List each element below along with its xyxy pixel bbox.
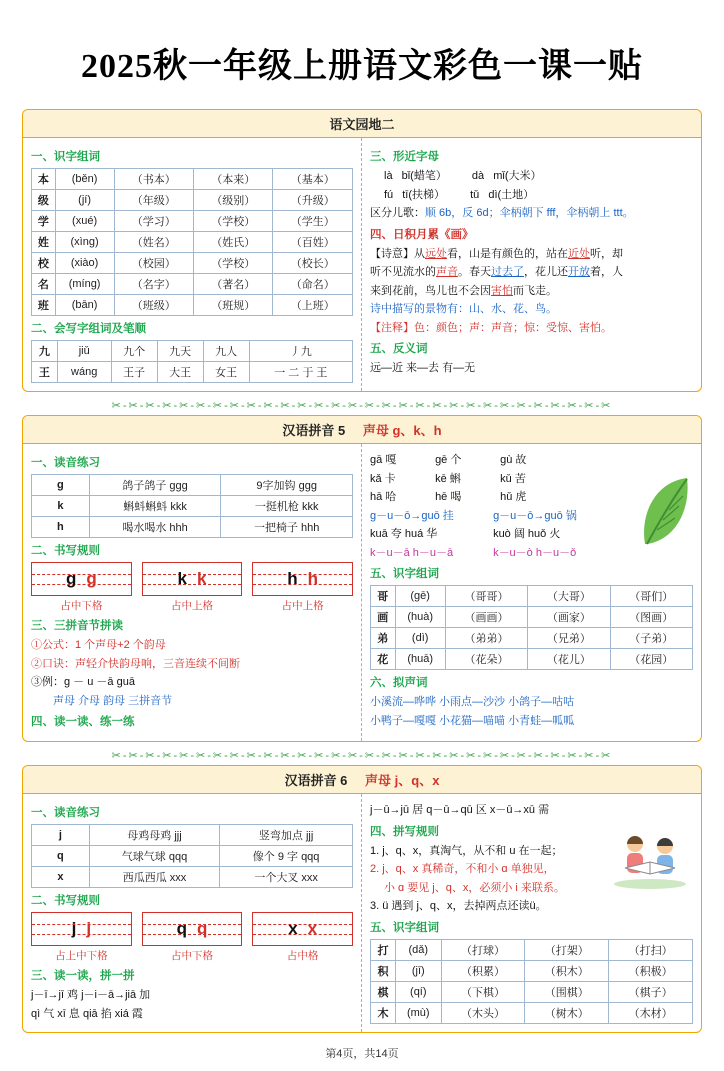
syllable-row [370,489,693,506]
cell-char: 王 [32,362,58,383]
syllable: gē 个 [435,454,462,466]
cell-letter: g [32,475,90,496]
table-row [32,867,353,888]
cell-word: （打球） [441,939,525,960]
poem-text: 听不见流水的 [370,266,436,278]
song-text: 顺 6b，反 6d；伞柄朝下 fff，伞柄朝上 ttt。 [425,207,634,219]
table-row [32,341,353,362]
table-row [371,981,693,1002]
poem-meaning-line [370,264,693,281]
card-header [23,766,701,794]
writing-cell [142,912,243,946]
cell-letter: j [32,825,90,846]
cell-pinyin: (xiào) [55,253,114,274]
cell-word: （画画） [445,607,527,628]
cell-word: 女王 [203,362,249,383]
section-title-shuxieguize: 二、书写规则 [31,545,100,557]
cell-pinyin: (jī) [395,960,441,981]
poem-underline: 声音 [436,266,458,278]
writing-cell [252,562,353,596]
syllable: gā 嘎 [370,454,397,466]
cell-word: （学校） [193,211,272,232]
syllable: kē 蝌 [435,472,461,485]
card2-left-column [23,444,362,741]
cell-pinyin: (xìng) [55,232,114,253]
antonyms-line: 远—近 来—去 有—无 [370,362,476,374]
three-spell-left: kuā 夸 huá 华 [370,528,438,540]
syllable-row [370,452,693,469]
cell-letter: k [32,496,90,517]
cell-pinyin: (běn) [55,169,114,190]
cell-char: 校 [32,253,56,274]
syllable: hǔ 虎 [500,491,527,503]
card3-right-column [362,794,701,1032]
cell-char: 棋 [371,981,396,1002]
poem-text: 听，却 [590,247,623,260]
cell-word: （班级） [114,295,193,316]
rule-text: 1. j、q、x，真淘气，从不和 u 在一起； [370,844,563,857]
poem-meaning-line [370,246,693,263]
writing-label: 占中上格 [171,600,213,612]
cell-mnemonic: 9字加钩 ggg [221,475,353,496]
cell-word: （木材） [609,1002,693,1023]
table-row [32,846,353,867]
writing-letter-red: h [307,569,319,588]
cell-pinyin: jiǔ [57,341,111,362]
cell-char: 哥 [371,586,396,607]
top-spell-line: j－ū→jū 居 q－ū→qū 区 x－ū→xū 需 [370,804,550,816]
section-title-shizizuci-2: 五、识字组词 [370,568,439,580]
cell-mnemonic: 气球气球 qqq [89,846,219,867]
writing-labels-row [31,948,353,963]
poem-text: 来到花前，鸟儿也不会因 [370,284,491,297]
pinyin-a: fú [384,188,394,201]
page-title: 2025秋一年级上册语文彩色一课一贴 [81,48,643,85]
cell-word: （图画） [610,607,692,628]
writing-cell [31,912,132,946]
table-row [371,607,693,628]
cell-word: （下棋） [441,981,525,1002]
section-title-fanyici: 五、反义词 [370,343,428,355]
poem-underline: 过去了 [491,266,524,278]
table-row [32,190,353,211]
card-subtitle: 声母 j、q、x [365,773,440,788]
section-title-shizizuci: 一、识字组词 [31,151,100,163]
writing-label: 占上中下格 [55,950,108,962]
cell-word: （弟弟） [445,628,527,649]
cell-mnemonic: 母鸡母鸡 jjj [89,825,219,846]
table-row [32,475,353,496]
writing-letter: g [65,569,77,588]
poem-underline: 远处 [425,247,447,260]
writing-letter-red: j [86,919,92,938]
syllable: hē 喝 [435,491,462,503]
cell-word: （上班） [273,295,353,316]
rule-item: ①公式：1 个声母+2 个韵母 [31,639,166,651]
cell-char: 级 [32,190,56,211]
cell-word: （打架） [525,939,609,960]
cell-char: 九 [32,341,58,362]
card-yuwenyuandi-2 [22,109,702,392]
section-title-shizizuci-3: 五、识字组词 [370,921,439,934]
poem-text: 【诗意】从 [370,247,425,260]
card-title: 语文园地二 [329,117,395,132]
cell-char: 名 [32,274,56,295]
cell-word: （画家） [528,607,610,628]
onomatopoeia-line: 小鸭子—嘎嘎 小花猫—喵喵 小青蛙—呱呱 [370,714,575,727]
syllable: gù 故 [500,454,527,466]
syllable: kǎ 卡 [370,472,396,485]
three-spell-row [370,526,693,543]
cell-word: （打扫） [609,939,693,960]
writing-letter: j [71,919,77,938]
pinyin-b: dà [471,170,485,182]
writing-letter-red: x [307,919,318,938]
onomatopoeia-line: 小溪流—哗哗 小雨点—沙沙 小鸽子—咕咕 [370,696,575,708]
table-row [371,939,693,960]
cell-char: 打 [371,939,396,960]
rule-item: ②口诀：声轻介快韵母响，三音连续不间断 [31,657,240,670]
card-pinyin-6 [22,765,702,1033]
table-row [371,960,693,981]
table-row [371,649,693,670]
pinyin-a: là [384,170,393,182]
card-title: 汉语拼音 6 [284,773,348,788]
cell-pinyin: (huā) [395,649,445,670]
table-row [32,362,353,383]
writing-letter-red: g [86,569,97,588]
cell-pinyin: (jí) [55,190,114,211]
section-title-nishengci: 六、拟声词 [370,677,428,689]
writing-practice-row [31,912,353,946]
writing-label: 占中上格 [281,600,324,612]
cell-char: 本 [32,169,56,190]
writing-letter-red: q [197,919,208,938]
cell-word: （年级） [114,190,193,211]
cell-word: （树木） [525,1002,609,1023]
cell-char: 花 [371,649,396,670]
cell-word: （命名） [273,274,353,295]
cell-char: 弟 [371,628,396,649]
section-title-duyidu: 四、读一读、练一练 [31,716,135,728]
cell-stroke-order: 一 二 于 王 [249,362,352,383]
writing-practice-row [31,562,353,596]
poem-meaning-line [370,283,693,300]
section-title-duyinlianxi-2: 一、读音练习 [31,807,100,819]
xingjin-pair-row [370,168,693,185]
table-row [32,295,353,316]
cell-pinyin: (gē) [395,586,445,607]
cell-mnemonic: 像个 9 字 qqq [220,846,353,867]
spell-line: qì 气 xī 息 qiā 掐 xiá 霞 [31,1007,143,1020]
cell-word: （校长） [273,253,353,274]
cell-word: （子弟） [610,628,692,649]
writing-letter-red: k [197,569,207,588]
section-title-duyidu-pinyipin: 三、读一读，拼一拼 [31,970,135,982]
writing-label: 占中格 [286,950,319,962]
section-title-pinxieguize: 四、拼写规则 [370,825,439,838]
poem-text: 看，山是有颜色的，站在 [447,247,568,260]
writing-label: 占中下格 [60,600,103,612]
section-title-xingjinzimu: 三、形近字母 [370,151,439,163]
scissor-divider: ✂-✂-✂-✂-✂-✂-✂-✂-✂-✂-✂-✂-✂-✂-✂-✂-✂-✂-✂-✂-✂-✂-✂-✂-✂-✂-✂-✂-✂-✂ [111,749,613,762]
cell-pinyin: wáng [57,362,111,383]
cell-word: （棋子） [609,981,693,1002]
cell-char: 学 [32,211,56,232]
three-spell-left: k－u－ā h－u－ā [370,546,454,559]
cell-word: （积累） [441,960,525,981]
rule-text: 3. ü 遇到 j、q、x，去掉两点还读ü。 [370,900,547,912]
table-row [371,586,693,607]
card1-left-column [23,138,362,391]
cell-word: （花朵） [445,649,527,670]
table-shizi-zuci [31,168,353,316]
cell-char: 木 [371,1002,396,1023]
card-header [23,110,701,138]
poem-objects: 诗中描写的景物有：山、水、花、鸟。 [370,303,557,315]
cell-pinyin: (huà) [395,607,445,628]
section-title-sanpinyinjie: 三、三拼音节拼读 [31,620,123,632]
cell-pinyin: (míng) [55,274,114,295]
page-footer: 第4页，共14页 [325,1048,399,1060]
table-huixiezi-bishun [31,340,353,383]
cell-word: （基本） [273,169,353,190]
card-pinyin-5 [22,415,702,742]
cell-word: （校园） [114,253,193,274]
three-spell-right: k－u－ò h－u－ǒ [493,546,577,559]
cell-word: （著名） [193,274,272,295]
cell-pinyin: (bān) [55,295,114,316]
table-shizi-zuci-3 [370,939,693,1024]
writing-cell [252,912,353,946]
cell-word: （百姓） [273,232,353,253]
cell-word: （班规） [193,295,272,316]
three-spell-row [370,545,693,562]
section-title-shuxieguize-2: 二、书写规则 [31,895,100,907]
song-line [370,205,693,222]
table-duyin-lianxi [31,474,353,538]
cell-char: 画 [371,607,396,628]
cell-word: 九天 [157,341,203,362]
card2-right-column [362,444,701,741]
three-spell-right: kuò 阔 huǒ 火 [493,528,561,540]
cell-word: （哥们） [610,586,692,607]
cell-word: 九个 [111,341,157,362]
writing-cell [142,562,243,596]
cell-mnemonic: 一把椅子 hhh [221,517,353,538]
poem-underline: 害怕 [491,284,513,297]
table-row [32,517,353,538]
table-row [32,211,353,232]
cell-char: 积 [371,960,396,981]
poem-text: 着，人 [590,266,623,278]
cell-mnemonic: 一挺机枪 kkk [221,496,353,517]
cell-pinyin: (dì) [395,628,445,649]
cell-word: （姓氏） [193,232,272,253]
rule-item: ③例：g － u －ā guā [31,676,135,688]
writing-letter: k [177,569,187,588]
three-spell-right: g－u－ō→guō 锅 [493,509,577,522]
cell-word: （学生） [273,211,353,232]
cell-word: （兄弟） [528,628,610,649]
cell-pinyin: (qí) [395,981,441,1002]
cell-char: 班 [32,295,56,316]
word-b: mǐ(大米） [493,170,542,182]
cell-mnemonic: 竖弯加点 jjj [220,825,353,846]
writing-letter: x [288,919,298,938]
cell-word: （哥哥） [445,586,527,607]
rule-line [370,843,693,860]
poem-notes-text: 【注释】色：颜色；声：声音；惊：受惊、害怕。 [370,321,612,334]
cell-word: （本来） [193,169,272,190]
table-row [32,825,353,846]
cell-word: （围棋） [525,981,609,1002]
cell-word: （大哥） [528,586,610,607]
cell-word: （花园） [610,649,692,670]
syllable-row [370,471,693,488]
cell-pinyin: (dǎ) [395,939,441,960]
cell-word: （姓名） [114,232,193,253]
writing-labels-row [31,598,353,613]
card3-left-column [23,794,362,1032]
cell-word: （学习） [114,211,193,232]
cell-letter: x [32,867,90,888]
word-a: tī(扶梯） [402,188,446,201]
spell-line: j－ī→jī 鸡 j－i－ā→jiā 加 [31,989,151,1001]
poem-text: 而飞走。 [513,284,557,297]
document-page [0,38,724,1071]
word-b: dì(土地） [488,188,535,201]
table-duyin-lianxi-2 [31,824,353,888]
table-row [371,628,693,649]
cell-mnemonic: 蝌蚪蝌蚪 kkk [89,496,221,517]
writing-letter: q [176,919,187,938]
cell-pinyin: (xué) [55,211,114,232]
rule-example-labels: 声母 介母 韵母 三拼音节 [53,694,173,707]
card-subtitle: 声母 g、k、h [362,423,442,438]
three-spell-left: g－u－ō→guō 挂 [370,509,454,522]
table-row [32,232,353,253]
poem-underline: 开放 [568,266,590,278]
cell-word: 大王 [157,362,203,383]
cell-mnemonic: 一个大叉 xxx [220,867,353,888]
cell-word: （名字） [114,274,193,295]
rule-line [370,861,693,878]
writing-cell [31,562,132,596]
rule-text: 小 ɑ 要见 j、q、x，必须小 i 来联系。 [384,881,565,894]
card-header [23,416,701,444]
table-shizi-zuci-2 [370,585,693,670]
scissor-divider: ✂-✂-✂-✂-✂-✂-✂-✂-✂-✂-✂-✂-✂-✂-✂-✂-✂-✂-✂-✂-✂-✂-✂-✂-✂-✂-✂-✂-✂-✂ [111,399,613,412]
xingjin-pair-row [370,187,693,204]
cell-mnemonic: 西瓜西瓜 xxx [89,867,219,888]
rule-line [370,880,693,897]
syllable: hā 哈 [370,491,397,503]
cell-mnemonic: 鸽子鸽子 ggg [89,475,221,496]
cell-word: （木头） [441,1002,525,1023]
section-title-huixiezi: 二、会写字组词及笔顺 [31,323,146,335]
section-title-rijiyuelei: 四、日积月累《画》 [370,228,474,241]
word-a: bǐ(蜡笔） [401,170,447,182]
cell-char: 姓 [32,232,56,253]
rule-text: 2. j、q、x 真稀奇，不和小 ɑ 单独见， [370,863,555,875]
cell-letter: h [32,517,90,538]
cell-mnemonic: 喝水喝水 hhh [89,517,221,538]
poem-underline: 近处 [568,247,590,260]
writing-label: 占中下格 [171,950,213,962]
cell-word: 王子 [111,362,157,383]
table-row [32,169,353,190]
song-label: 区分儿歌： [370,207,425,219]
cell-word: 九人 [203,341,249,362]
table-row [32,496,353,517]
table-row [32,253,353,274]
table-row [371,1002,693,1023]
cell-word: （书本） [114,169,193,190]
cell-word: （积极） [609,960,693,981]
cell-word: （积木） [525,960,609,981]
syllable: kǔ 苦 [500,472,526,485]
poem-text: 。春天 [458,266,491,278]
card1-right-column [362,138,701,391]
cell-letter: q [32,846,90,867]
writing-letter: h [287,569,298,588]
cell-stroke-order: 丿九 [249,341,352,362]
cell-word: （级别） [193,190,272,211]
cell-word: （升级） [273,190,353,211]
table-row [32,274,353,295]
section-title-duyinlianxi: 一、读音练习 [31,457,100,469]
three-spell-row [370,508,693,525]
pinyin-b: tǔ [470,188,480,201]
cell-word: （学校） [193,253,272,274]
card-title: 汉语拼音 5 [282,423,346,438]
poem-text: ，花儿还 [524,266,568,278]
poem-notes [370,320,693,337]
rule-line [370,898,693,915]
cell-pinyin: (mù) [395,1002,441,1023]
cell-word: （花儿） [528,649,610,670]
